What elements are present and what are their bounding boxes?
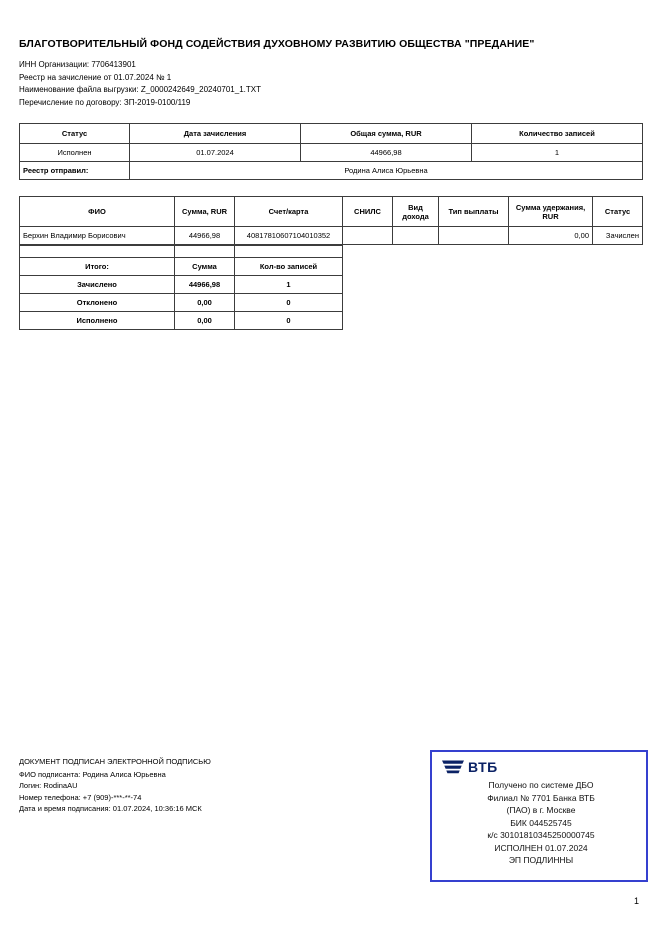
detail-value-sum: 44966,98 <box>175 227 235 245</box>
summary-header-record-count: Количество записей <box>472 124 643 144</box>
detail-value-account: 40817810607104010352 <box>235 227 343 245</box>
totals-header-count: Кол-во записей <box>235 258 343 276</box>
summary-header-row <box>20 124 643 144</box>
stamp-line-received: Получено по системе ДБО <box>488 780 594 790</box>
totals-header-sum: Сумма <box>175 258 235 276</box>
stamp-line-signature-valid: ЭП ПОДЛИННЫ <box>508 855 574 865</box>
stamp-text-block <box>442 779 640 867</box>
page-number: 1 <box>633 896 639 906</box>
signature-line-fio: ФИО подписанта: Родина Алиса Юрьевна <box>19 769 166 779</box>
totals-rejected-label: Отклонено <box>20 294 175 312</box>
bank-stamp <box>430 750 648 882</box>
detail-value-income-type <box>393 227 439 245</box>
detail-header-income-type: Вид дохода <box>393 197 439 227</box>
summary-data-row <box>20 144 643 162</box>
totals-credited-count: 1 <box>235 276 343 294</box>
detail-data-row <box>20 227 643 245</box>
info-line-contract: Перечисление по договору: ЗП-2019-0100/119 <box>19 97 191 107</box>
totals-rejected-sum: 0,00 <box>175 294 235 312</box>
detail-header-payment-type: Тип выплаты <box>439 197 509 227</box>
detail-header-status: Статус <box>593 197 643 227</box>
signature-block <box>19 756 211 815</box>
info-line-registry: Реестр на зачисление от 01.07.2024 № 1 <box>19 72 172 82</box>
summary-value-date: 01.07.2024 <box>130 144 301 162</box>
summary-value-total-sum: 44966,98 <box>301 144 472 162</box>
detail-value-withhold-sum: 0,00 <box>509 227 593 245</box>
totals-executed-count: 0 <box>235 312 343 330</box>
summary-value-record-count: 1 <box>472 144 643 162</box>
summary-sender-row <box>20 162 643 180</box>
detail-value-snils <box>343 227 393 245</box>
totals-executed-label: Исполнено <box>20 312 175 330</box>
sender-label: Реестр отправил: <box>20 162 130 180</box>
summary-value-status: Исполнен <box>20 144 130 162</box>
detail-table <box>19 196 643 245</box>
totals-executed-sum: 0,00 <box>175 312 235 330</box>
stamp-line-city: (ПАО) в г. Москве <box>506 805 576 815</box>
totals-row-rejected <box>20 294 343 312</box>
sender-value: Родина Алиса Юрьевна <box>130 162 643 180</box>
detail-header-account: Счет/карта <box>235 197 343 227</box>
detail-value-payment-type <box>439 227 509 245</box>
summary-header-status: Статус <box>20 124 130 144</box>
totals-credited-sum: 44966,98 <box>175 276 235 294</box>
info-line-inn: ИНН Организации: 7706413901 <box>19 60 136 69</box>
vtb-flag-icon <box>442 760 464 775</box>
totals-header-row <box>20 258 343 276</box>
summary-table <box>19 123 643 180</box>
totals-credited-label: Зачислено <box>20 276 175 294</box>
totals-header-label: Итого: <box>20 258 175 276</box>
signature-line-datetime: Дата и время подписания: 01.07.2024, 10:36:16 МСК <box>19 804 202 813</box>
detail-header-row <box>20 197 643 227</box>
info-line-filename: Наименование файла выгрузки: Z_0000242649_20240701_1.TXT <box>19 85 261 94</box>
detail-header-snils: СНИЛС <box>343 197 393 227</box>
totals-row-credited <box>20 276 343 294</box>
document-info-block <box>19 59 642 109</box>
signature-title: ДОКУМЕНТ ПОДПИСАН ЭЛЕКТРОННОЙ ПОДПИСЬЮ <box>19 757 211 766</box>
detail-value-fio: Берхин Владимир Борисович <box>20 227 175 245</box>
detail-header-withhold-sum: Сумма удержания, RUR <box>509 197 593 227</box>
stamp-line-corr-account: к/с 30101810345250000745 <box>487 830 595 840</box>
vtb-logo-text: ВТБ <box>468 759 498 775</box>
detail-header-fio: ФИО <box>20 197 175 227</box>
summary-header-total-sum: Общая сумма, RUR <box>301 124 472 144</box>
stamp-line-bik: БИК 044525745 <box>510 817 572 828</box>
stamp-line-branch: Филиал № 7701 Банка ВТБ <box>487 792 595 803</box>
stamp-line-executed: ИСПОЛНЕН 01.07.2024 <box>494 842 588 853</box>
totals-table <box>19 245 343 330</box>
document-page <box>0 0 660 330</box>
totals-spacer-row <box>20 246 343 258</box>
signature-line-login: Логин: RodinaAU <box>19 781 78 790</box>
document-title: БЛАГОТВОРИТЕЛЬНЫЙ ФОНД СОДЕЙСТВИЯ ДУХОВНОМУ РАЗВИТИЮ ОБЩЕСТВА "ПРЕДАНИЕ" <box>19 38 535 50</box>
detail-value-status: Зачислен <box>593 227 643 245</box>
totals-rejected-count: 0 <box>235 294 343 312</box>
vtb-logo <box>442 759 640 775</box>
totals-row-executed <box>20 312 343 330</box>
summary-header-date: Дата зачисления <box>130 124 301 144</box>
detail-header-sum: Сумма, RUR <box>175 197 235 227</box>
signature-line-phone: Номер телефона: +7 (909)-***-**-74 <box>19 792 142 802</box>
